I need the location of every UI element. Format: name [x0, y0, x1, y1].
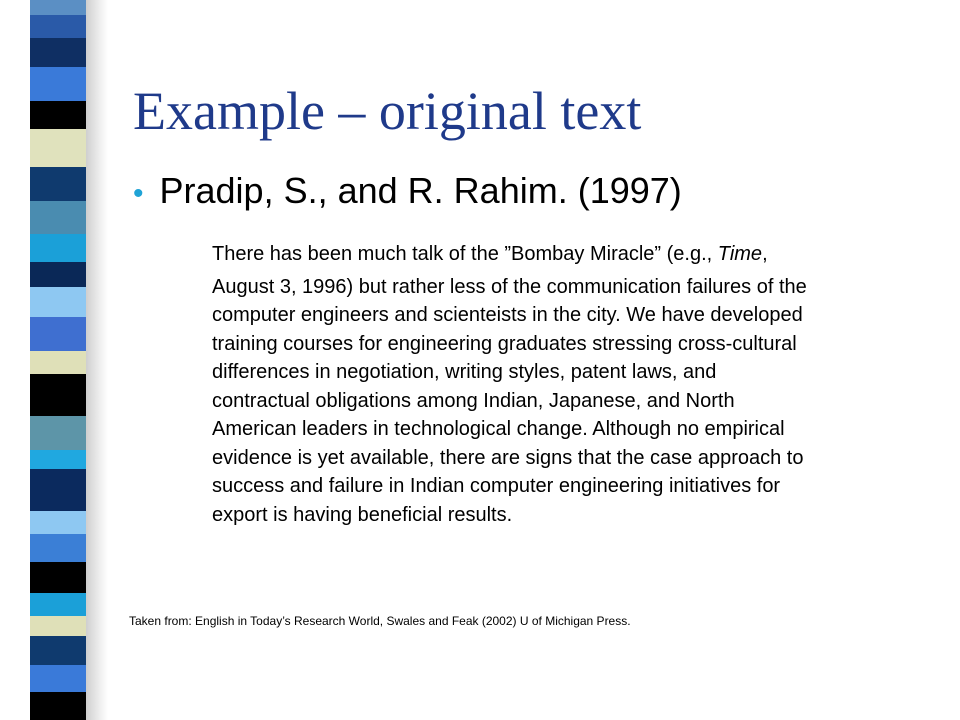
- stripe-block: [30, 234, 86, 263]
- passage-line: export is having beneficial results.: [212, 503, 513, 526]
- slide-title: Example – original text: [133, 81, 642, 141]
- stripe-block: [30, 374, 86, 416]
- quoted-passage: [212, 240, 940, 529]
- bullet-citation: [133, 170, 682, 212]
- stripe-block: [30, 562, 86, 592]
- stripe-block: [30, 636, 86, 665]
- passage-line: success and failure in Indian computer engineering initiatives for: [212, 475, 781, 497]
- passage-line: training courses for engineering graduates stressing cross-cultural: [212, 332, 797, 355]
- stripe-block: [30, 450, 86, 469]
- passage-emphasis: Time: [717, 243, 763, 265]
- stripe-block: [30, 201, 86, 233]
- stripe-block: [30, 351, 86, 374]
- stripe-block: [30, 511, 86, 534]
- citation-text: Pradip, S., and R. Rahim. (1997): [159, 170, 682, 211]
- passage-line: differences in negotiation, writing styles, patent laws, and: [212, 361, 717, 383]
- stripe-block: [30, 692, 86, 720]
- stripe-shadow: [86, 0, 108, 720]
- stripe-block: [30, 469, 86, 511]
- stripe-block: [30, 416, 86, 450]
- passage-line: contractual obligations among Indian, Japanese, and North: [212, 389, 735, 412]
- source-attribution: Taken from: English in Today’s Research World, Swales and Feak (2002) U of Michigan Press.: [129, 614, 631, 628]
- stripe-block: [30, 0, 86, 15]
- stripe-block: [30, 665, 86, 692]
- stripe-block: [30, 167, 86, 201]
- stripe-block: [30, 616, 86, 637]
- stripe-block: [30, 38, 86, 67]
- stripe-block: [30, 67, 86, 101]
- stripe-block: [30, 287, 86, 317]
- stripe-block: [30, 15, 86, 38]
- stripe-block: [30, 593, 86, 616]
- passage-text: ,: [762, 243, 768, 265]
- stripe-block: [30, 317, 86, 351]
- stripe-block: [30, 129, 86, 167]
- passage-line: American leaders in technological change. Although no empirical: [212, 418, 785, 440]
- passage-text: There has been much talk of the ”Bombay Miracle” (e.g.,: [212, 243, 718, 265]
- decorative-stripe-bar: [30, 0, 86, 720]
- passage-line: computer engineers and scienteists in the city. We have developed: [212, 304, 803, 326]
- stripe-block: [30, 534, 86, 563]
- passage-line: August 3, 1996) but rather less of the communication failures of the: [212, 275, 807, 298]
- passage-line: evidence is yet available, there are signs that the case approach to: [212, 446, 804, 469]
- passage-line: [212, 240, 940, 269]
- stripe-block: [30, 101, 86, 130]
- stripe-block: [30, 262, 86, 287]
- bullet-icon: •: [133, 177, 144, 210]
